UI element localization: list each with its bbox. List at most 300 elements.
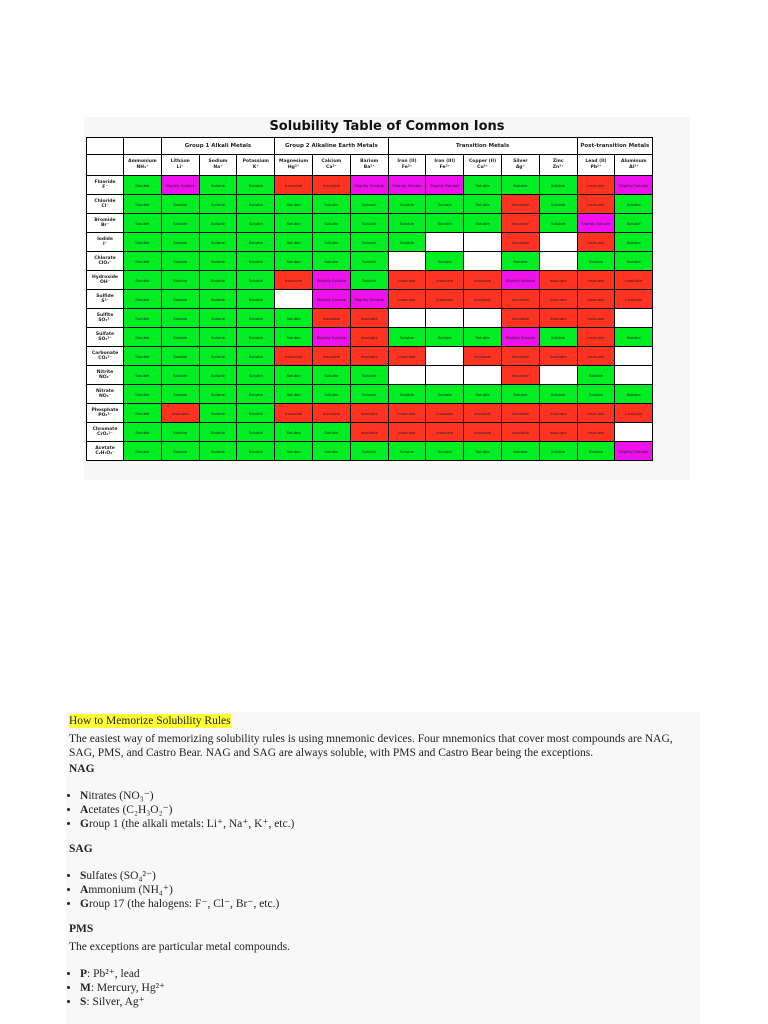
nag-list xyxy=(66,789,294,831)
solubility-cell: Soluble xyxy=(124,366,162,385)
solubility-cell: Soluble xyxy=(161,271,199,290)
solubility-cell: Soluble xyxy=(199,404,237,423)
solubility-cell: Insoluble xyxy=(426,423,464,442)
anion-header xyxy=(87,309,124,328)
solubility-cell: Soluble xyxy=(161,442,199,461)
mnemonic-letter: A xyxy=(80,884,89,896)
list-item-text: itrates (NO₃⁻) xyxy=(88,790,154,802)
mnemonic-letter: S xyxy=(80,870,87,882)
solubility-cell: Soluble xyxy=(539,176,577,195)
solubility-cell: Soluble xyxy=(312,366,350,385)
cation-name: Zinc xyxy=(552,159,564,164)
solubility-cell: Soluble xyxy=(124,176,162,195)
cation-formula: Fe²⁺ xyxy=(401,165,413,170)
solubility-cell xyxy=(539,366,577,385)
anion-name: Sulfite xyxy=(96,312,114,318)
solubility-cell xyxy=(388,252,426,271)
solubility-cell: Soluble xyxy=(161,252,199,271)
solubility-cell: Soluble xyxy=(577,366,615,385)
solubility-cell: Soluble xyxy=(124,252,162,271)
solubility-cell: Insoluble xyxy=(312,404,350,423)
solubility-cell: Insoluble xyxy=(501,214,539,233)
solubility-cell: Soluble xyxy=(124,347,162,366)
solubility-cell: Insoluble xyxy=(539,271,577,290)
solubility-cell: Soluble xyxy=(161,328,199,347)
solubility-cell: Soluble xyxy=(237,442,275,461)
solubility-cell: Insoluble xyxy=(350,309,388,328)
solubility-cell: Slightly Soluble xyxy=(388,176,426,195)
solubility-cell: Soluble xyxy=(124,385,162,404)
solubility-cell: Soluble xyxy=(124,328,162,347)
anion-formula: ClO₃⁻ xyxy=(98,261,112,266)
solubility-cell: Slightly Soluble xyxy=(312,271,350,290)
solubility-cell: Slightly Soluble xyxy=(426,176,464,195)
solubility-cell: Soluble xyxy=(199,385,237,404)
solubility-cell: Insoluble xyxy=(275,347,313,366)
table-row xyxy=(87,366,653,385)
table-row xyxy=(87,347,653,366)
solubility-cell xyxy=(426,366,464,385)
solubility-cell: Insoluble xyxy=(539,309,577,328)
solubility-cell: Soluble xyxy=(161,366,199,385)
solubility-cell: Insoluble xyxy=(501,233,539,252)
solubility-cell: Insoluble xyxy=(501,309,539,328)
solubility-cell: Soluble xyxy=(501,176,539,195)
list-item-text: roup 1 (the alkali metals: Li⁺, Na⁺, K⁺, etc.) xyxy=(88,818,295,830)
cation-formula: Zn²⁺ xyxy=(552,165,564,170)
solubility-cell: Insoluble xyxy=(501,290,539,309)
solubility-cell xyxy=(388,309,426,328)
solubility-cell xyxy=(539,233,577,252)
cation-header xyxy=(577,155,615,176)
solubility-cell: Soluble xyxy=(237,309,275,328)
cation-name: Ammonium xyxy=(128,159,157,164)
table-row xyxy=(87,309,653,328)
solubility-cell: Soluble xyxy=(615,214,653,233)
list-item xyxy=(80,883,279,897)
cation-formula: NH₄⁺ xyxy=(136,165,149,170)
cation-name: Silver xyxy=(513,159,528,164)
solubility-cell: Soluble xyxy=(275,366,313,385)
anion-name: Chloride xyxy=(94,198,116,204)
table-row xyxy=(87,404,653,423)
solubility-cell: Soluble xyxy=(161,214,199,233)
solubility-cell: Soluble xyxy=(426,214,464,233)
solubility-cell: Soluble xyxy=(350,271,388,290)
list-item xyxy=(80,897,279,911)
mnemonic-letter: G xyxy=(80,898,89,910)
anion-header xyxy=(87,195,124,214)
solubility-cell: Insoluble xyxy=(464,290,502,309)
group-header: Post-transition Metals xyxy=(577,138,653,155)
solubility-cell: Soluble xyxy=(237,233,275,252)
cation-formula: Li⁺ xyxy=(176,165,184,170)
anion-name: Iodide xyxy=(97,236,113,242)
pms-list xyxy=(66,967,165,1009)
solubility-cell: Insoluble xyxy=(275,176,313,195)
solubility-cell: Slightly Soluble xyxy=(501,271,539,290)
solubility-cell: Soluble xyxy=(124,423,162,442)
solubility-cell: Soluble xyxy=(312,195,350,214)
cation-name: Sodium xyxy=(208,159,228,164)
solubility-cell: Soluble xyxy=(124,271,162,290)
solubility-cell: Soluble xyxy=(350,195,388,214)
solubility-cell xyxy=(426,309,464,328)
solubility-cell: Soluble xyxy=(464,328,502,347)
solubility-cell: Insoluble xyxy=(426,404,464,423)
solubility-cell xyxy=(615,423,653,442)
solubility-cell xyxy=(539,252,577,271)
solubility-cell: Insoluble xyxy=(464,347,502,366)
cation-formula: Fe³⁺ xyxy=(439,165,450,170)
solubility-cell: Slightly Soluble xyxy=(350,176,388,195)
sag-list xyxy=(66,869,279,911)
solubility-cell: Soluble xyxy=(275,214,313,233)
anion-header xyxy=(87,404,124,423)
solubility-cell: Insoluble xyxy=(388,423,426,442)
table-row xyxy=(87,252,653,271)
solubility-cell: Insoluble xyxy=(577,328,615,347)
solubility-cell xyxy=(464,252,502,271)
pms-description: The exceptions are particular metal compounds. xyxy=(69,941,290,953)
solubility-cell: Insoluble xyxy=(577,176,615,195)
article-heading: How to Memorize Solubility Rules xyxy=(69,715,231,727)
solubility-cell: Soluble xyxy=(161,233,199,252)
solubility-cell: Soluble xyxy=(275,328,313,347)
anion-name: Bromide xyxy=(94,217,116,223)
list-item-text: cetates (C₂H₃O₂⁻) xyxy=(88,804,173,816)
mnemonic-letter: P xyxy=(80,968,88,980)
solubility-cell: Soluble xyxy=(615,328,653,347)
solubility-cell: Soluble xyxy=(199,442,237,461)
cation-header xyxy=(426,155,464,176)
group-header: Transition Metals xyxy=(388,138,577,155)
anion-header xyxy=(87,423,124,442)
cation-header-row xyxy=(87,155,653,176)
solubility-cell: Soluble xyxy=(350,252,388,271)
solubility-cell xyxy=(426,233,464,252)
solubility-cell: Soluble xyxy=(237,195,275,214)
solubility-cell: Insoluble xyxy=(615,404,653,423)
list-item-text: : Silver, Ag⁺ xyxy=(86,996,145,1008)
mnemonic-letter: N xyxy=(80,790,89,802)
solubility-cell: Soluble xyxy=(161,423,199,442)
cation-header xyxy=(615,155,653,176)
table-row xyxy=(87,385,653,404)
solubility-cell: Soluble xyxy=(124,309,162,328)
solubility-cell: Slightly Soluble xyxy=(312,328,350,347)
solubility-cell: Soluble xyxy=(539,328,577,347)
solubility-cell: Insoluble xyxy=(577,290,615,309)
solubility-cell xyxy=(464,309,502,328)
solubility-cell xyxy=(464,366,502,385)
anion-formula: Cl⁻ xyxy=(101,204,109,209)
solubility-cell: Insoluble xyxy=(312,309,350,328)
solubility-cell: Soluble xyxy=(426,385,464,404)
cation-formula: Ca²⁺ xyxy=(326,165,337,170)
solubility-cell: Soluble xyxy=(350,385,388,404)
solubility-cell: Insoluble xyxy=(577,195,615,214)
cation-formula: Hg²⁺ xyxy=(287,165,300,170)
solubility-cell: Insoluble xyxy=(501,423,539,442)
solubility-cell: Insoluble xyxy=(577,423,615,442)
section-title-nag: NAG xyxy=(69,763,95,775)
solubility-cell: Soluble xyxy=(464,195,502,214)
anion-name: Nitrite xyxy=(96,369,114,375)
cation-header xyxy=(350,155,388,176)
solubility-cell: Soluble xyxy=(350,214,388,233)
solubility-cell: Soluble xyxy=(539,442,577,461)
solubility-cell xyxy=(275,290,313,309)
solubility-cell: Soluble xyxy=(199,309,237,328)
cation-header xyxy=(199,155,237,176)
solubility-cell: Soluble xyxy=(161,290,199,309)
solubility-cell: Soluble xyxy=(464,214,502,233)
cation-header xyxy=(124,155,162,176)
cation-formula: Ba²⁺ xyxy=(363,165,375,170)
anion-name: Phosphate xyxy=(91,407,119,413)
cation-formula: Ag⁺ xyxy=(515,165,525,170)
solubility-cell: Insoluble xyxy=(577,233,615,252)
anion-formula: C₂H₃O₂⁻ xyxy=(95,451,115,456)
solubility-cell: Soluble xyxy=(199,252,237,271)
cation-name: Lead (II) xyxy=(585,159,607,164)
solubility-cell: Soluble xyxy=(501,252,539,271)
list-item xyxy=(80,817,294,831)
cation-name: Calcium xyxy=(321,159,342,164)
cation-name: Magnesium xyxy=(279,159,309,164)
mnemonic-letter: A xyxy=(80,804,89,816)
cation-header xyxy=(464,155,502,176)
solubility-cell: Insoluble xyxy=(464,404,502,423)
anion-formula: PO₄³⁻ xyxy=(98,413,112,418)
list-item-text: : Pb²⁺, lead xyxy=(87,968,140,980)
solubility-cell: Soluble xyxy=(161,309,199,328)
solubility-cell: Soluble xyxy=(426,195,464,214)
solubility-cell: Soluble xyxy=(501,385,539,404)
solubility-cell: Insoluble xyxy=(350,347,388,366)
solubility-cell: Soluble xyxy=(312,214,350,233)
solubility-cell: Soluble xyxy=(199,195,237,214)
solubility-cell: Soluble xyxy=(312,385,350,404)
solubility-cell: Soluble xyxy=(312,233,350,252)
cation-name: Lithium xyxy=(170,159,190,164)
solubility-cell: Soluble xyxy=(199,328,237,347)
cation-name: Iron (III) xyxy=(434,159,456,164)
table-row xyxy=(87,271,653,290)
solubility-cell: Soluble xyxy=(161,195,199,214)
solubility-cell: Insoluble xyxy=(501,404,539,423)
cation-name: Copper (II) xyxy=(469,159,497,164)
corner-cell xyxy=(87,138,124,155)
cation-name: Iron (II) xyxy=(397,159,417,164)
solubility-cell: Insoluble xyxy=(501,195,539,214)
anion-name: Hydroxide xyxy=(92,274,118,280)
solubility-cell: Soluble xyxy=(388,233,426,252)
anion-formula: S²⁻ xyxy=(101,299,109,304)
solubility-cell: Insoluble xyxy=(388,404,426,423)
anion-header xyxy=(87,271,124,290)
list-item-text: : Mercury, Hg²⁺ xyxy=(90,982,166,994)
solubility-cell: Insoluble xyxy=(539,404,577,423)
anion-name: Sulfide xyxy=(96,293,114,299)
solubility-cell: Insoluble xyxy=(577,404,615,423)
section-title-sag: SAG xyxy=(69,843,93,855)
solubility-cell: Insoluble xyxy=(350,328,388,347)
solubility-cell xyxy=(464,233,502,252)
solubility-cell: Soluble xyxy=(426,328,464,347)
solubility-cell: Soluble xyxy=(237,328,275,347)
solubility-cell: Insoluble xyxy=(577,271,615,290)
group-header: Group 2 Alkaline Earth Metals xyxy=(275,138,388,155)
solubility-cell: Soluble xyxy=(539,214,577,233)
solubility-cell: Insoluble xyxy=(426,271,464,290)
solubility-cell: Insoluble xyxy=(577,347,615,366)
solubility-cell: Soluble xyxy=(577,385,615,404)
cation-formula: Pb²⁺ xyxy=(590,165,602,170)
solubility-table xyxy=(86,137,653,461)
anion-formula: I⁻ xyxy=(102,242,108,247)
solubility-cell: Soluble xyxy=(124,442,162,461)
cation-formula: Na⁺ xyxy=(213,165,223,170)
solubility-cell: Soluble xyxy=(501,442,539,461)
cation-formula: K⁺ xyxy=(252,165,259,170)
solubility-cell: Soluble xyxy=(615,195,653,214)
corner-cell xyxy=(87,155,124,176)
solubility-cell: Soluble xyxy=(577,252,615,271)
table-body xyxy=(87,176,653,461)
solubility-cell: Soluble xyxy=(237,366,275,385)
solubility-cell: Soluble xyxy=(237,214,275,233)
solubility-cell: Soluble xyxy=(275,252,313,271)
anion-name: Chlorate xyxy=(94,255,116,261)
solubility-cell: Soluble xyxy=(275,442,313,461)
anion-formula: Br⁻ xyxy=(100,223,110,228)
solubility-cell: Soluble xyxy=(199,233,237,252)
solubility-cell: Soluble xyxy=(124,290,162,309)
solubility-cell: Insoluble xyxy=(161,404,199,423)
anion-name: Nitrate xyxy=(96,388,114,394)
table-title: Solubility Table of Common Ions xyxy=(269,119,505,134)
list-item xyxy=(80,981,165,995)
solubility-cell: Soluble xyxy=(464,385,502,404)
anion-header xyxy=(87,442,124,461)
anion-name: Sulfate xyxy=(95,331,115,337)
solubility-cell: Soluble xyxy=(464,442,502,461)
anion-name: Chromate xyxy=(92,426,118,432)
solubility-cell: Soluble xyxy=(237,423,275,442)
solubility-cell: Soluble xyxy=(161,385,199,404)
solubility-cell: Soluble xyxy=(199,347,237,366)
solubility-cell xyxy=(615,309,653,328)
solubility-cell: Soluble xyxy=(388,195,426,214)
solubility-cell: Insoluble xyxy=(312,347,350,366)
solubility-cell: Insoluble xyxy=(501,366,539,385)
solubility-cell xyxy=(615,347,653,366)
mnemonic-letter: M xyxy=(80,982,91,994)
anion-formula: NO₂⁻ xyxy=(99,375,111,380)
solubility-cell: Soluble xyxy=(237,252,275,271)
solubility-cell: Soluble xyxy=(275,195,313,214)
intro-paragraph: The easiest way of memorizing solubility rules is using mnemonic devices. Four mnemonics that cover most compounds are NAG, SAG, PMS, and Castro Bear. NAG and SAG are always soluble, with PMS and Castro Bear being the exceptions. xyxy=(69,733,673,759)
list-item xyxy=(80,803,294,817)
solubility-cell: Slightly Soluble xyxy=(501,328,539,347)
solubility-cell: Insoluble xyxy=(501,347,539,366)
solubility-cell: Insoluble xyxy=(615,271,653,290)
anion-header xyxy=(87,290,124,309)
anion-formula: SO₃²⁻ xyxy=(98,318,112,323)
anion-header xyxy=(87,347,124,366)
table-row xyxy=(87,233,653,252)
group-header xyxy=(124,138,162,155)
cation-formula: Cu²⁺ xyxy=(477,165,488,170)
list-item-text: roup 17 (the halogens: F⁻, Cl⁻, Br⁻, etc.) xyxy=(88,898,280,910)
solubility-cell: Soluble xyxy=(615,385,653,404)
solubility-cell: Soluble xyxy=(199,290,237,309)
solubility-cell: Insoluble xyxy=(539,347,577,366)
table-row xyxy=(87,442,653,461)
solubility-cell: Soluble xyxy=(237,271,275,290)
list-item-text: mmonium (NH₄⁺) xyxy=(88,884,173,896)
anion-header xyxy=(87,328,124,347)
cation-formula: Al³⁺ xyxy=(629,165,639,170)
list-item xyxy=(80,789,294,803)
group-header: Group 1 Alkali Metals xyxy=(161,138,274,155)
cation-header xyxy=(539,155,577,176)
table-row xyxy=(87,423,653,442)
list-item xyxy=(80,869,279,883)
anion-header xyxy=(87,366,124,385)
solubility-cell: Soluble xyxy=(237,404,275,423)
mnemonic-letter: S xyxy=(80,996,87,1008)
solubility-cell xyxy=(615,366,653,385)
solubility-cell: Soluble xyxy=(388,214,426,233)
solubility-cell: Slightly Soluble xyxy=(312,290,350,309)
anion-header xyxy=(87,214,124,233)
anion-name: Acetate xyxy=(95,445,115,451)
section-title-pms: PMS xyxy=(69,923,94,935)
solubility-cell: Soluble xyxy=(199,214,237,233)
mnemonic-letter: G xyxy=(80,818,89,830)
table-row xyxy=(87,328,653,347)
solubility-cell: Soluble xyxy=(275,385,313,404)
anion-header xyxy=(87,385,124,404)
solubility-cell: Insoluble xyxy=(539,423,577,442)
solubility-cell: Soluble xyxy=(312,442,350,461)
solubility-cell: Soluble xyxy=(124,404,162,423)
anion-formula: F⁻ xyxy=(102,185,108,190)
anion-formula: OH⁻ xyxy=(100,280,110,285)
solubility-cell: Insoluble xyxy=(275,404,313,423)
solubility-cell: Soluble xyxy=(350,366,388,385)
anion-name: Carbonate xyxy=(91,350,119,356)
solubility-cell: Insoluble xyxy=(577,309,615,328)
anion-header xyxy=(87,176,124,195)
anion-formula: SO₄²⁻ xyxy=(98,337,112,342)
solubility-cell: Insoluble xyxy=(388,290,426,309)
solubility-cell: Soluble xyxy=(426,252,464,271)
table-row xyxy=(87,195,653,214)
cation-header xyxy=(388,155,426,176)
solubility-cell: Insoluble xyxy=(539,290,577,309)
solubility-cell: Slightly Soluble xyxy=(615,442,653,461)
solubility-cell: Soluble xyxy=(199,271,237,290)
solubility-cell: Slightly Soluble xyxy=(577,214,615,233)
solubility-cell: Soluble xyxy=(237,176,275,195)
solubility-cell: Soluble xyxy=(539,385,577,404)
solubility-table-image xyxy=(84,117,690,480)
solubility-cell xyxy=(388,366,426,385)
